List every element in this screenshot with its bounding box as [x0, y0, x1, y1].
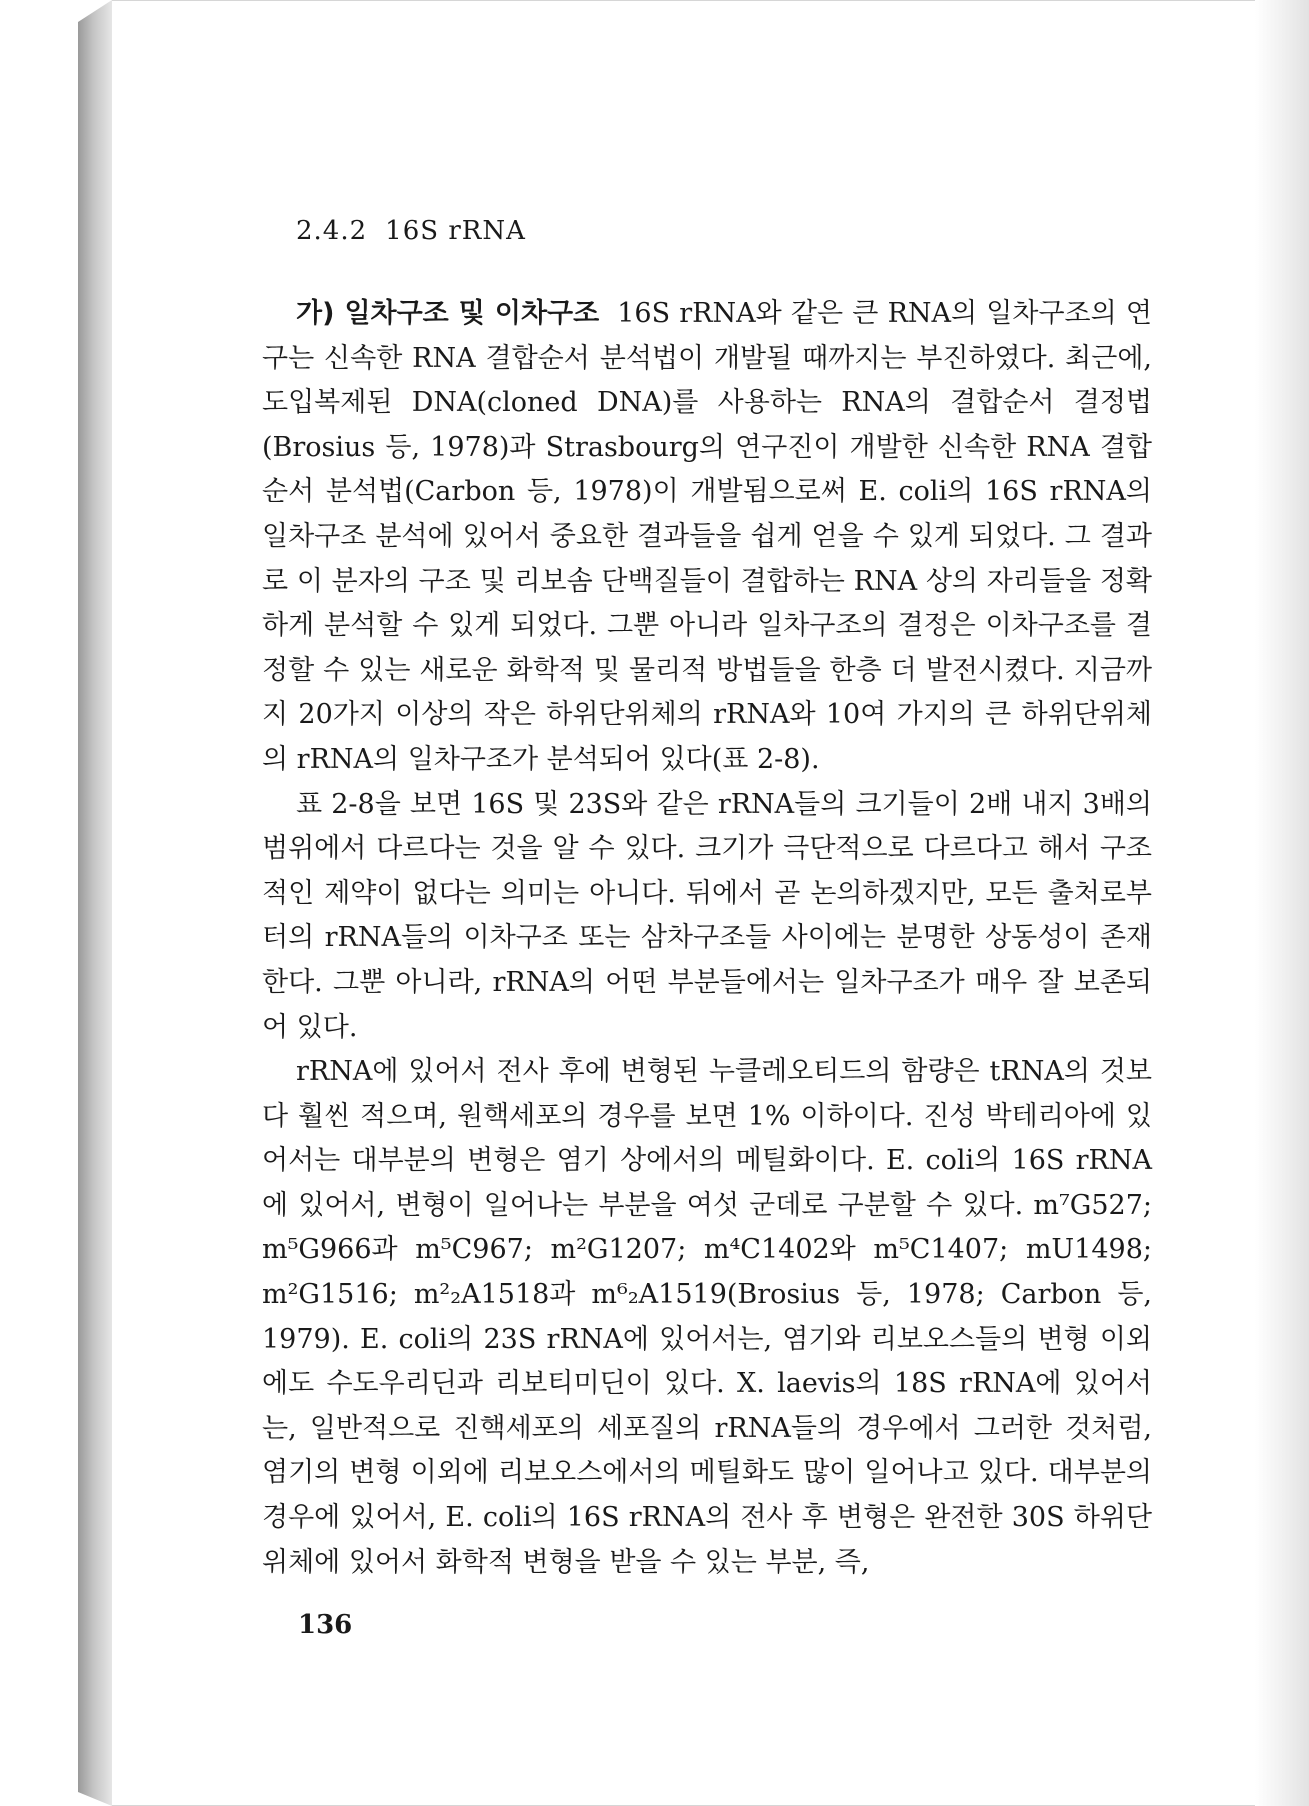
section-number: 2.4.2 — [296, 216, 368, 246]
paragraph-1 — [262, 292, 1152, 783]
section-heading — [296, 216, 526, 246]
page-number: 136 — [298, 1610, 353, 1640]
paragraph-text: rRNA에 있어서 전사 후에 변형된 누클레오티드의 함량은 tRNA의 것보다 훨씬 적으며, 원핵세포의 경우를 보면 1% 이하이다. 진성 박테리아에 있어서는 대부분의 변형은 염기 상에서의 메틸화이다. E. coli의 16S rRNA에 있어서, 변형이 일어나는 부분을 여섯 군데로 구분할 수 있다. m⁷G527; m⁵G966과 m⁵C967; m²G1207; m⁴C1402와 m⁵C1407; mU1498; m²G1516; m²₂A1518과 m⁶₂A1519(Brosius 등, 1978; Carbon 등, 1979). E. coli의 23S rRNA에 있어서는, 염기와 리보오스들의 변형 이외에도 수도우리딘과 리보티미딘이 있다. X. laevis의 18S rRNA에 있어서는, 일반적으로 진핵세포의 세포질의 rRNA들의 경우에서 그러한 것처럼, 염기의 변형 이외에 리보오스에서의 메틸화도 많이 일어나고 있다. 대부분의 경우에 있어서, E. coli의 16S rRNA의 전사 후 변형은 완전한 30S 하위단위체에 있어서 화학적 변형을 받을 수 있는 부분, 즉, — [262, 1056, 1152, 1578]
paragraph-lead: 가) 일차구조 및 이차구조 — [296, 298, 600, 329]
paragraph-text: 16S rRNA와 같은 큰 RNA의 일차구조의 연구는 신속한 RNA 결합순서 분석법이 개발될 때까지는 부진하였다. 최근에, 도입복제된 DNA(cloned DNA)를 사용하는 RNA의 결합순서 결정법(Brosius 등, 1978)과 Strasbourg의 연구진이 개발한 신속한 RNA 결합순서 분석법(Carbon 등, 1978)이 개발됨으로써 E. coli의 16S rRNA의 일차구조 분석에 있어서 중요한 결과들을 쉽게 얻을 수 있게 되었다. 그 결과로 이 분자의 구조 및 리보솜 단백질들이 결합하는 RNA 상의 자리들을 정확하게 분석할 수 있게 되었다. 그뿐 아니라 일차구조의 결정은 이차구조를 결정할 수 있는 새로운 화학적 및 물리적 방법들을 한층 더 발전시켰다. 지금까지 20가지 이상의 작은 하위단위체의 rRNA와 10여 가지의 큰 하위단위체의 rRNA의 일차구조가 분석되어 있다(표 2-8). — [262, 298, 1152, 775]
section-title: 16S rRNA — [385, 216, 526, 246]
paragraph-2 — [262, 783, 1152, 1051]
paragraph-3 — [262, 1050, 1152, 1585]
body-text — [262, 292, 1152, 1585]
book-spine-edge — [78, 0, 112, 1806]
paragraph-text: 표 2-8을 보면 16S 및 23S와 같은 rRNA들의 크기들이 2배 내지 3배의 범위에서 다르다는 것을 알 수 있다. 크기가 극단적으로 다르다고 해서 구조적인 제약이 없다는 의미는 아니다. 뒤에서 곧 논의하겠지만, 모든 출처로부터의 rRNA들의 이차구조 또는 삼차구조들 사이에는 분명한 상동성이 존재한다. 그뿐 아니라, rRNA의 어떤 부분들에서는 일차구조가 매우 잘 보존되어 있다. — [262, 788, 1152, 1043]
page-shadow — [1255, 0, 1309, 1806]
